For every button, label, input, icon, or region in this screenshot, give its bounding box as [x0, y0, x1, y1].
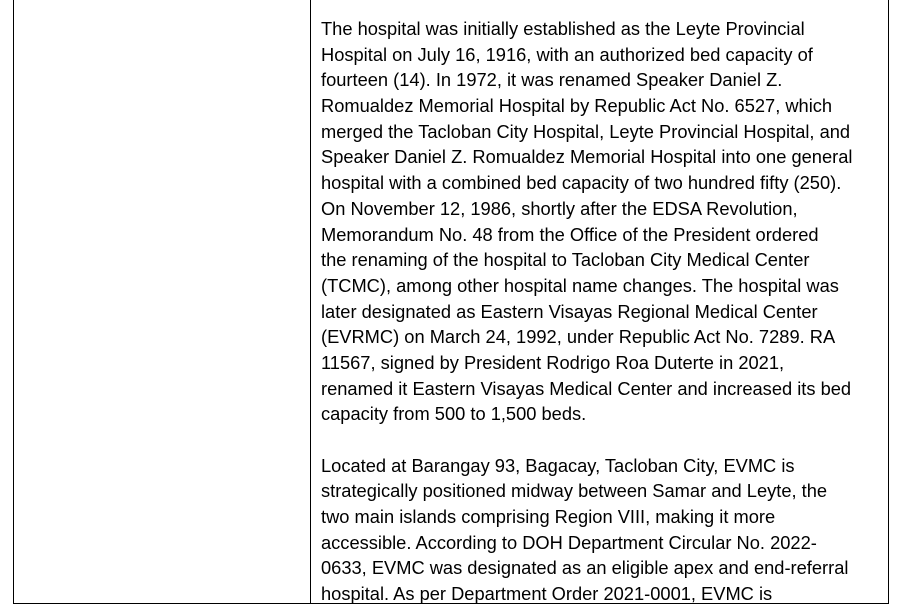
text-line: 11567, signed by President Rodrigo Roa Duterte in 2021, — [321, 351, 785, 373]
text-line: 0633, EVMC was designated as an eligible apex and end-referral — [321, 557, 849, 579]
text-line: merged the Tacloban City Hospital, Leyte Provincial Hospital, and — [321, 120, 851, 142]
history-paragraph — [321, 16, 881, 427]
text-line: the renaming of the hospital to Tacloban City Medical Center — [321, 249, 810, 271]
text-line: Hospital on July 16, 1916, with an authorized bed capacity of — [321, 43, 813, 65]
location-paragraph — [321, 453, 881, 604]
text-line: (TCMC), among other hospital name changes. The hospital was — [321, 274, 839, 296]
document-table — [13, 0, 889, 604]
text-line: hospital. As per Department Order 2021-0001, EVMC is — [321, 583, 773, 604]
text-line: accessible. According to DOH Department Circular No. 2022- — [321, 531, 817, 553]
text-line: fourteen (14). In 1972, it was renamed Speaker Daniel Z. — [321, 69, 783, 91]
text-line: later designated as Eastern Visayas Regional Medical Center — [321, 300, 818, 322]
text-line: Speaker Daniel Z. Romualdez Memorial Hospital into one general — [321, 146, 853, 168]
text-line: (EVRMC) on March 24, 1992, under Republic Act No. 7289. RA — [321, 326, 836, 348]
text-line: two main islands comprising Region VIII, making it more — [321, 506, 776, 528]
text-line: On November 12, 1986, shortly after the EDSA Revolution, — [321, 197, 798, 219]
table-left-cell — [14, 0, 310, 603]
text-line: capacity from 500 to 1,500 beds. — [321, 403, 587, 425]
text-line: The hospital was initially established as the Leyte Provincial — [321, 18, 805, 39]
text-line: strategically positioned midway between Samar and Leyte, the — [321, 480, 828, 502]
text-line: Memorandum No. 48 from the Office of the President ordered — [321, 223, 819, 245]
text-line: Located at Barangay 93, Bagacay, Tacloban City, EVMC is — [321, 454, 795, 476]
column-divider — [310, 0, 311, 603]
text-line: hospital with a combined bed capacity of two hundred fifty (250). — [321, 172, 842, 194]
table-right-cell — [321, 16, 881, 604]
text-line: renamed it Eastern Visayas Medical Center and increased its bed — [321, 377, 852, 399]
text-line: Romualdez Memorial Hospital by Republic Act No. 6527, which — [321, 95, 833, 117]
